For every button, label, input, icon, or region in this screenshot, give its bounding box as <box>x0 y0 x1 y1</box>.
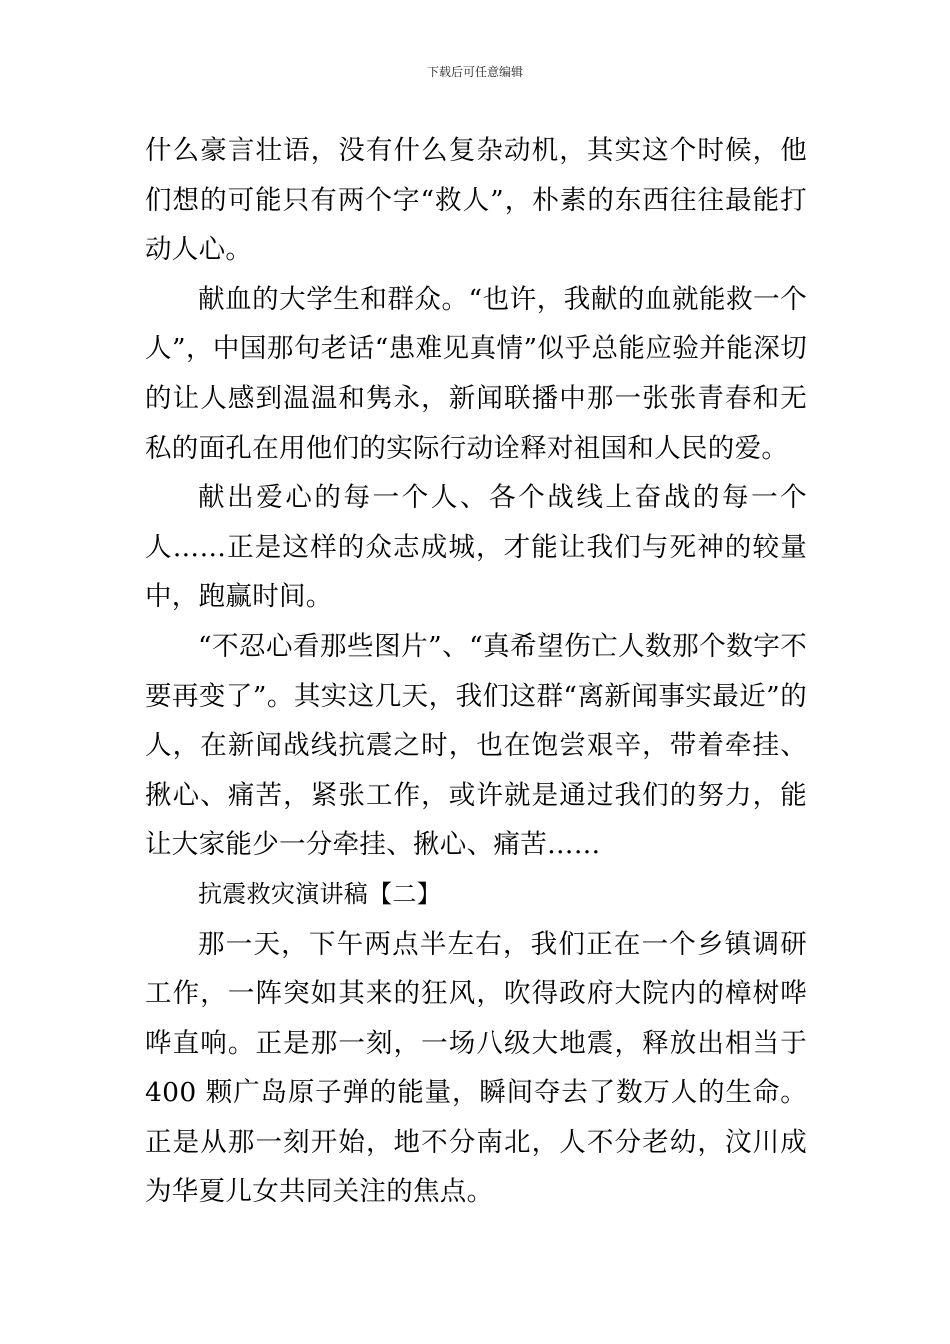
section-heading: 抗震救灾演讲稿【二】 <box>198 879 441 908</box>
page-header: 下载后可任意编辑 <box>426 65 523 79</box>
paragraph-4: “不忍心看那些图片”、“真希望伤亡人数那个数字不要再变了”。其实这几天，我们这群“离新闻事实最近”的人，在新闻战线抗震之时，也在饱尝艰辛，带着牵挂、揪心、痛苦，紧张工作，或许就是通过我们的努力，能让大家能少一分牵挂、揪心、痛苦…… <box>145 630 807 861</box>
paragraph-2: 献血的大学生和群众。“也许，我献的血就能救一个人”，中国那句老话“患难见真情”似乎总能应验并能深切的让人感到温温和隽永，新闻联播中那一张张青春和无私的面孔在用他们的实际行动诠释对祖国和人民的爱。 <box>145 283 807 464</box>
paragraph-3: 献出爱心的每一个人、各个战线上奋战的每一个人……正是这样的众志成城，才能让我们与死神的较量中，跑赢时间。 <box>145 482 807 613</box>
document-body <box>145 126 807 1217</box>
paragraph-5: 那一天，下午两点半左右，我们正在一个乡镇调研工作，一阵突如其来的狂风，吹得政府大院内的樟树哗哗直响。正是那一刻，一场八级大地震，释放出相当于 400 颗广岛原子弹的能量，瞬间夺去了数万人的生命。正是从那一刻开始，地不分南北，人不分老幼，汶川成为华夏儿女共同关注的焦点。 <box>145 928 807 1208</box>
paragraph-1: 什么豪言壮语，没有什么复杂动机，其实这个时候，他们想的可能只有两个字“救人”，朴素的东西往往最能打动人心。 <box>145 135 807 266</box>
